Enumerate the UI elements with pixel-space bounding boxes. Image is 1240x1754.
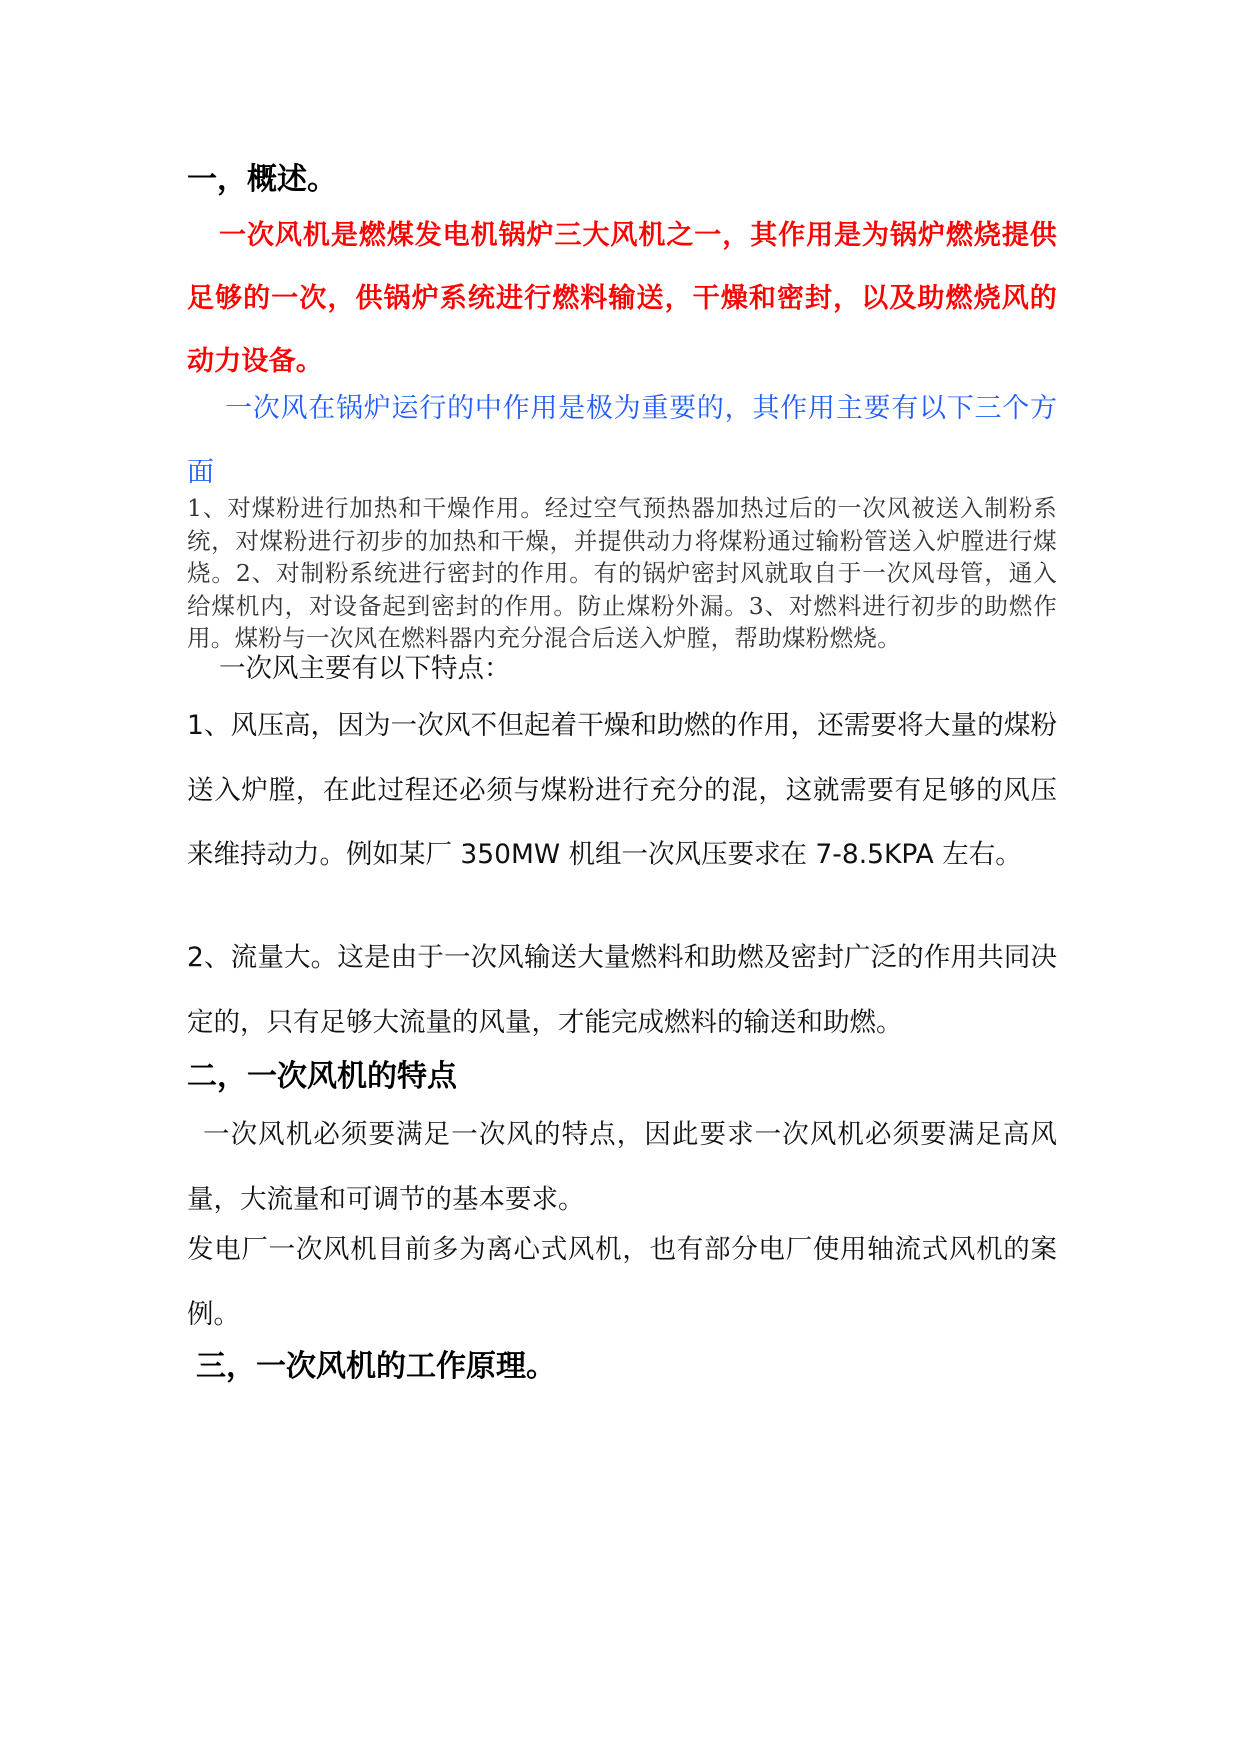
- section3-heading: 三，一次风机的工作原理。: [196, 1349, 556, 1384]
- feature-1-paragraph: 1、风压高，因为一次风不但起着干燥和助燃的作用，还需要将大量的煤粉送入炉膛，在此过程还必须与煤粉进行充分的混，这就需要有足够的风压来维持动力。例如某厂 350MW 机组一次风压要求在 7-8.5KPA 左右。: [187, 710, 1057, 870]
- section1-heading: 一，概述。: [187, 162, 337, 197]
- overview-red-paragraph: 一次风机是燃煤发电机锅炉三大风机之一，其作用是为锅炉燃烧提供足够的一次，供锅炉系统进行燃料输送，干燥和密封，以及助燃烧风的动力设备。: [187, 220, 1057, 377]
- section2-heading: 二，一次风机的特点: [187, 1059, 457, 1094]
- features-intro: 一次风主要有以下特点：: [219, 653, 511, 684]
- primary-air-roles-paragraph: 1、对煤粉进行加热和干燥作用。经过空气预热器加热过后的一次风被送入制粉系统，对煤粉进行初步的加热和干燥，并提供动力将煤粉通过输粉管送入炉膛进行煤烧。2、对制粉系统进行密封的作用。有的锅炉密封风就取自于一次风母管，通入给煤机内，对设备起到密封的作用。防止煤粉外漏。3、对燃料进行初步的助燃作用。煤粉与一次风在燃料器内充分混合后送入炉膛，帮助煤粉燃烧。: [187, 494, 1057, 652]
- overview-blue-paragraph: 一次风在锅炉运行的中作用是极为重要的，其作用主要有以下三个方面: [187, 393, 1057, 488]
- section2-paragraph-1: 一次风机必须要满足一次风的特点，因此要求一次风机必须要满足高风量，大流量和可调节的基本要求。: [187, 1119, 1057, 1215]
- section2-paragraph-2: 发电厂一次风机目前多为离心式风机，也有部分电厂使用轴流式风机的案例。: [187, 1234, 1057, 1330]
- feature-2-paragraph: 2、流量大。这是由于一次风输送大量燃料和助燃及密封广泛的作用共同决定的，只有足够大流量的风量，才能完成燃料的输送和助燃。: [187, 942, 1057, 1038]
